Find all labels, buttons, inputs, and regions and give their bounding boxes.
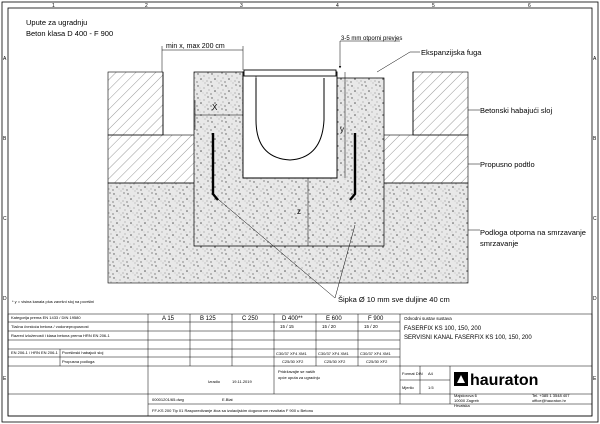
scale-label: Mjerilo: [402, 385, 414, 390]
cell-f900-exposure: C30/37 XF4 XM1: [360, 351, 391, 356]
cell-f900-strength: 15 / 20: [364, 324, 378, 329]
drawing-caption: FF-KS 200 Tip 01 Rasporedivanje žica sa izolacijskim dogovorom rezultata F 900 u Betonu: [152, 408, 314, 413]
company-name: hauraton: [470, 372, 539, 389]
expansion-leader: [377, 52, 410, 72]
company-addr-1: Majstorova 6: [454, 393, 477, 398]
drawn-by: E.Blat: [222, 397, 233, 402]
wear-layer-right: [413, 72, 468, 135]
cell-d400-exposure: C30/37 XF4 XM1: [276, 351, 307, 356]
class-f900: F 900: [368, 316, 384, 322]
info-note-1: Pridržavajte se naših: [278, 369, 316, 374]
grid-row-b: B: [3, 136, 7, 142]
row-label-2: Tlačna čvrstoća betona / vodonepropusnost: [11, 324, 89, 329]
dim-width-label: min x, max 200 cm: [166, 43, 225, 50]
grid-col-6: 6: [528, 3, 531, 9]
grid-col-2: 2: [145, 3, 148, 9]
grid-col-1: 1: [52, 3, 55, 9]
drawing-number: 00001201/65.dwg: [152, 397, 184, 402]
expansion-callout: Ekspanzijska fuga: [421, 48, 482, 57]
row-label-3: Razred izloženosti i klasa betona prema HRN EN 206-1: [11, 333, 110, 338]
wear-layer-left: [108, 72, 163, 135]
sub-label-2: Propusna podloga: [62, 359, 95, 364]
grid-row-e: E: [3, 376, 7, 382]
grid-col-5: 5: [432, 3, 435, 9]
company-addr-2: 10000 Zagreb: [454, 398, 479, 403]
grid-row-d: D: [3, 296, 7, 302]
heading-line-1: Upute za ugradnju: [26, 18, 88, 27]
format-value: A4: [428, 371, 433, 376]
spec-table: [8, 314, 592, 416]
grid-row-c: C: [3, 216, 7, 222]
company-phone: Tel. +385 1 3548 407: [532, 393, 570, 398]
class-d400: D 400**: [282, 316, 303, 322]
cell-e600-exposure: C30/37 XF4 XM1: [318, 351, 349, 356]
grid-row-a: A: [3, 56, 7, 62]
frost-callout: Podloga otporna na smrzavanje: [480, 228, 586, 237]
dim-z-label: z: [297, 207, 301, 216]
wear-callout: Betonski habajući sloj: [480, 106, 553, 115]
class-b125: B 125: [200, 316, 216, 322]
class-c250: C 250: [242, 316, 259, 322]
grid-row-b-right: B: [593, 136, 597, 142]
company-addr-3: Hrvatska: [454, 403, 470, 408]
footnote: * y = visina kanala plus završni sloj na površini: [12, 299, 95, 304]
hauraton-logo: [454, 372, 538, 389]
channel-grate: [244, 70, 336, 76]
dim-y-label: y: [340, 125, 344, 134]
frost-callout-line-2: smrzavanje: [480, 239, 519, 248]
cell-f900-base: C25/30 XF2: [366, 359, 388, 364]
dim-x-label: X: [212, 103, 218, 112]
sub-label-1: Površinski habajući sloj: [62, 350, 104, 355]
cell-d400-strength: 15 / 15: [280, 324, 294, 329]
cell-e600-strength: 15 / 20: [322, 324, 336, 329]
cell-d400-base: C25/30 XF2: [282, 359, 304, 364]
row-label-4: EN 206-1 / HRN EN 206-1: [11, 350, 58, 355]
grid-row-e-right: E: [593, 376, 597, 382]
grid-row-d-right: D: [593, 296, 597, 302]
grid-col-3: 3: [240, 3, 243, 9]
grid-col-4: 4: [336, 3, 339, 9]
cell-e600-base: C25/30 XF2: [324, 359, 346, 364]
class-e600: E 600: [326, 316, 342, 322]
drawn-label: Izradio: [208, 379, 221, 384]
system-1: FASERFIX KS 100, 150, 200: [404, 326, 482, 332]
drawn-date: 19.11.2019: [232, 379, 252, 384]
company-email: office@hauraton.hr: [532, 398, 567, 403]
rebar-callout: Šipka Ø 10 mm sve duljine 40 cm: [338, 295, 450, 304]
heading-line-2: Beton klasa D 400 - F 900: [26, 29, 114, 38]
grid-row-a-right: A: [593, 56, 597, 62]
format-label: Format DIN: [402, 371, 423, 376]
scale-value: 1:5: [428, 385, 434, 390]
row-label-1: Kategorija prema EN 1433 / DIN 19580: [11, 315, 81, 320]
gap-callout: 3-5 mm otporni prevjes: [341, 36, 403, 42]
class-a15: A 15: [162, 316, 175, 322]
grid-row-c-right: C: [593, 216, 597, 222]
drainage-channel: [243, 72, 337, 178]
system-2: SERVISNI KANAL FASERFIX KS 100, 150, 200: [404, 335, 532, 341]
base-callout: Propusno podtlo: [480, 160, 535, 169]
system-title: Odvodni sustav sustava: [404, 316, 452, 321]
info-note-2: opće uputa za ugradnju: [278, 375, 320, 380]
